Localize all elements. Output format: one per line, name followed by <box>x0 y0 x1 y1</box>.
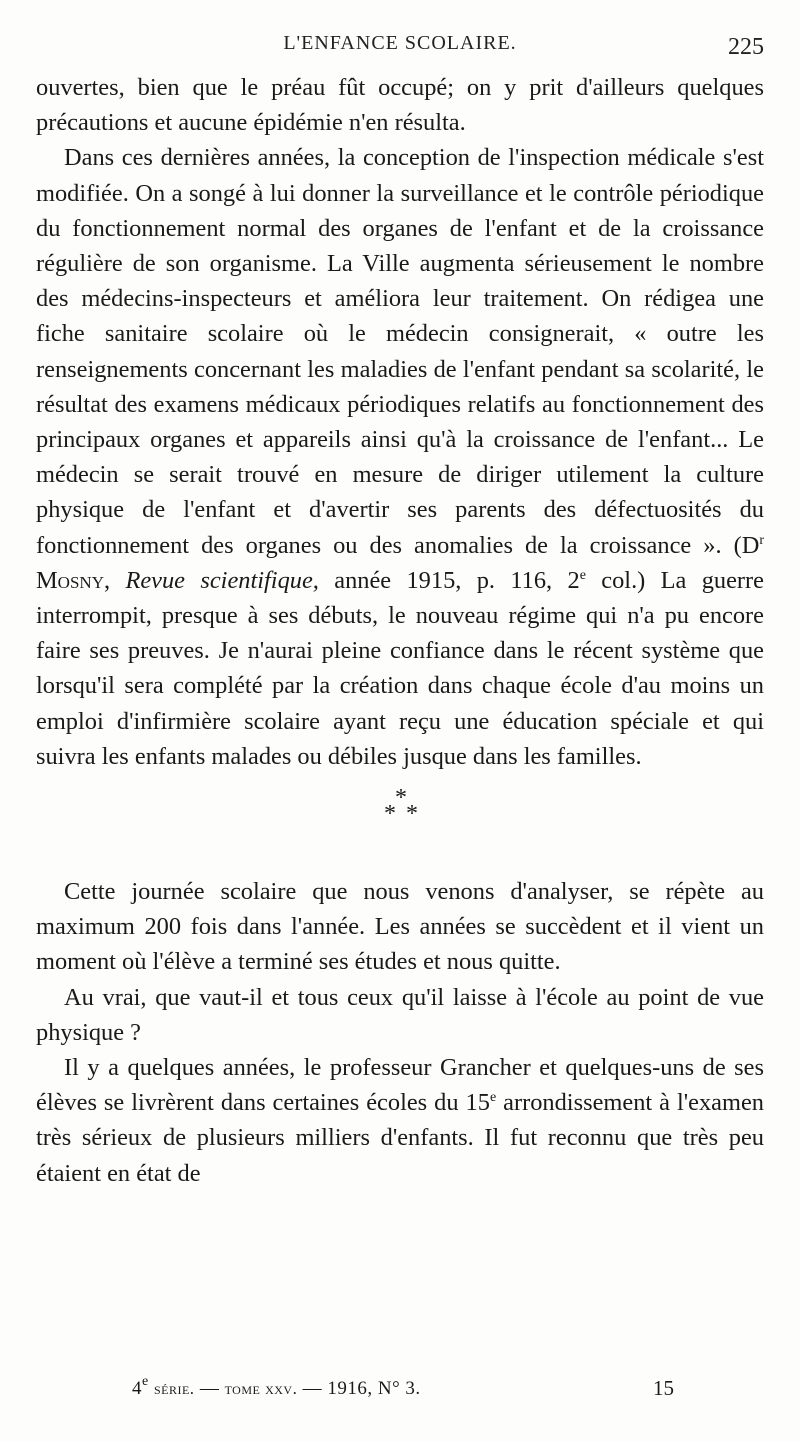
paragraph-inspection-medicale <box>36 140 764 774</box>
footer-dash: — <box>302 1378 323 1399</box>
page-header <box>36 30 764 62</box>
series-label: série. <box>153 1379 195 1398</box>
paragraph-text: année 1915, p. 116, 2 <box>334 566 580 594</box>
paragraph-text: Il y a quelques années, le professeur Grancher et quelques-uns de ses élèves se livrèrent dans certaines écoles du 15 <box>36 1054 764 1117</box>
paragraph-continuation: ouvertes, bien que le préau fût occupé; on y prit d'ailleurs quelques précautions et aucune épidémie n'en résulta. <box>36 74 764 137</box>
paragraph-text: col.) La guerre interrompit, presque à ses débuts, le nouveau régime qui n'a pu encore faire ses preuves. Je n'aurai pleine confiance dans le récent système que lorsqu'il sera complété par la création dans chaque école d'au moins un emploi d'infirmière scolaire ayant reçu une éducation spéciale et qui suivra les enfants malades ou débiles jusque dans les familles. <box>36 566 764 770</box>
paragraph-question: Au vrai, que vaut-il et tous ceux qu'il laisse à l'école au point de vue physique ? <box>36 983 764 1046</box>
page-number: 225 <box>728 34 764 60</box>
superscript-arrondissement: e <box>489 1090 497 1106</box>
superscript-dr: r <box>759 532 764 548</box>
publication-signature <box>132 1374 421 1400</box>
footer-dash: — <box>199 1378 220 1399</box>
series-superscript: e <box>142 1374 149 1389</box>
issue-label: 1916, N° 3. <box>327 1378 421 1399</box>
page-footer <box>36 1374 764 1408</box>
body-text <box>36 70 764 1191</box>
author-citation: Mosny, <box>36 566 111 594</box>
superscript-col: e <box>579 567 586 583</box>
paragraph-grancher <box>36 1050 764 1191</box>
asterisk-icon: * <box>395 785 407 812</box>
paragraph-text: arrondissement à l'examen très sérieux de plusieurs milliers d'enfants. Il fut reconnu que très peu étaient en état de <box>36 1089 764 1187</box>
paragraph-journee-scolaire: Cette journée scolaire que nous venons d'analyser, se répète au maximum 200 fois dans l'année. Les années se succèdent et il vient un moment où l'élève a terminé ses études et nous quitte. <box>36 878 764 976</box>
asterisk-icon: * <box>406 801 418 828</box>
signature-number: 15 <box>653 1376 674 1400</box>
section-separator <box>36 774 764 874</box>
running-head: L'ENFANCE SCOLAIRE. <box>283 32 517 54</box>
journal-title: Revue scientifique, <box>125 566 319 594</box>
paragraph-text: Dans ces dernières années, la conception de l'inspection médicale s'est modifiée. On a songé à lui donner la surveillance et le contrôle périodique du fonctionnement normal des organes de l'enfant et de la croissance régulière de son organisme. La Ville augmenta sérieusement le nombre des médecins-inspecteurs et améliora leur traitement. On rédigea une fiche sanitaire scolaire où le médecin consignerait, « outre les renseignements concernant les maladies de l'enfant pendant sa scolarité, le résultat des examens médicaux périodiques relatifs au fonctionnement des principaux organes et appareils ainsi qu'à la croissance de l'enfant... Le médecin se serait trouvé en mesure de diriger utilement la culture physique de l'enfant et d'avertir ses parents des défectuosités du fonctionnement des organes ou des anomalies de la croissance ». (D <box>36 144 764 559</box>
asterisk-icon: * <box>384 801 396 828</box>
tome-label: tome xxv. <box>224 1379 298 1398</box>
series-number: 4 <box>132 1378 142 1399</box>
